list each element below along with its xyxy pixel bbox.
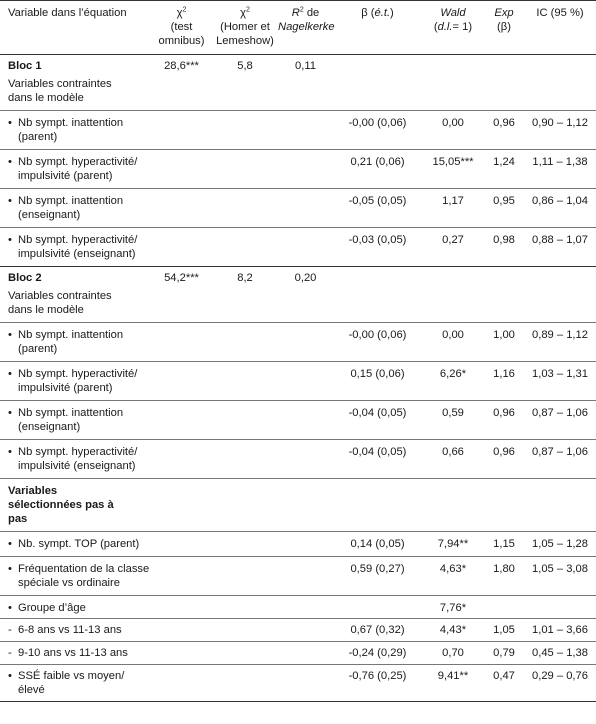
table-row: • Fréquentation de la classe spéciale vs ordinaire 0,59 (0,27) 4,63* 1,80 1,05 – 3,08 (0, 556, 596, 595)
table-row: • Nb sympt. hyperactivité/ impulsivité (parent) 0,15 (0,06) 6,26* 1,16 1,03 – 1,31 (0, 361, 596, 400)
bloc2-label: Bloc 2 (8, 272, 42, 284)
table-row: • Nb sympt. hyperactivité/ impulsivité (enseignant) -0,03 (0,05) 0,27 0,98 0,88 – 1,07 (0, 227, 596, 266)
table-row: • SSÉ faible vs moyen/ élevé -0,76 (0,25) 9,41** 0,47 0,29 – 0,76 (0, 664, 596, 702)
bloc2-section: Variables contraintes dans le modèle (8, 290, 112, 316)
table-row: • Nb sympt. inattention (enseignant) -0,05 (0,05) 1,17 0,95 0,86 – 1,04 (0, 188, 596, 227)
header-r2: $R^2$ de Nagelkerke (278, 6, 335, 33)
table-row: - 6-8 ans vs 11-13 ans 0,67 (0,32) 4,43* 1,05 1,01 – 3,66 (0, 618, 596, 641)
header-wald: Wald (d.l.= 1) (433, 7, 473, 33)
table-row: • Nb sympt. hyperactivité/ impulsivité (parent) 0,21 (0,06) 15,05*** 1,24 1,11 – 1,38 (0, 149, 596, 188)
bloc1-row (0, 55, 596, 75)
table-row: • Nb sympt. inattention (parent) -0,00 (0,06) 0,00 0,96 0,90 – 1,12 (0, 110, 596, 149)
bloc2-section2: Variables sélectionnées pas à pas (0, 478, 596, 531)
bloc2-chi-hl: 8,2 (237, 272, 253, 284)
header-variable: Variable dans l’équation (8, 7, 127, 19)
bloc1-chi-omnibus: 28,6*** (164, 60, 199, 72)
table-row: - 9-10 ans vs 11-13 ans -0,24 (0,29) 0,70 0,79 0,45 – 1,38 (0, 641, 596, 664)
bloc2-chi-omnibus: 54,2*** (164, 272, 199, 284)
table-row: • Nb. sympt. TOP (parent) 0,14 (0,05) 7,94** 1,15 1,05 – 1,28 (0, 531, 596, 556)
header-beta: β (é.t.) (361, 7, 394, 19)
header-row (0, 0, 596, 55)
bloc1-chi-hl: 5,8 (237, 60, 253, 72)
table-row: • Nb sympt. inattention (enseignant) -0,04 (0,05) 0,59 0,96 0,87 – 1,06 (0, 400, 596, 439)
header-chi-omnibus: $\chi^2$ (test omnibus) (158, 6, 205, 47)
table-row: • Nb sympt. hyperactivité/ impulsivité (enseignant) -0,04 (0,05) 0,66 0,96 0,87 – 1,06 (0, 439, 596, 478)
bloc1-r2: 0,11 (295, 60, 316, 72)
table-row: • Nb sympt. inattention (parent) -0,00 (0,06) 0,00 1,00 0,89 – 1,12 (0, 322, 596, 361)
header-exp: Exp (β) (494, 7, 514, 33)
bloc1-label: Bloc 1 (8, 60, 42, 72)
bloc1-section: Variables contraintes dans le modèle (8, 78, 112, 104)
header-ic: IC (95 %) (536, 7, 584, 19)
bloc2-r2: 0,20 (294, 272, 317, 284)
bloc2-row (0, 266, 596, 287)
header-chi-hl: $\chi^2$ (Homer et Lemeshow) (216, 6, 274, 47)
table-row: • Groupe d’âge 7,76* (0, 595, 596, 618)
